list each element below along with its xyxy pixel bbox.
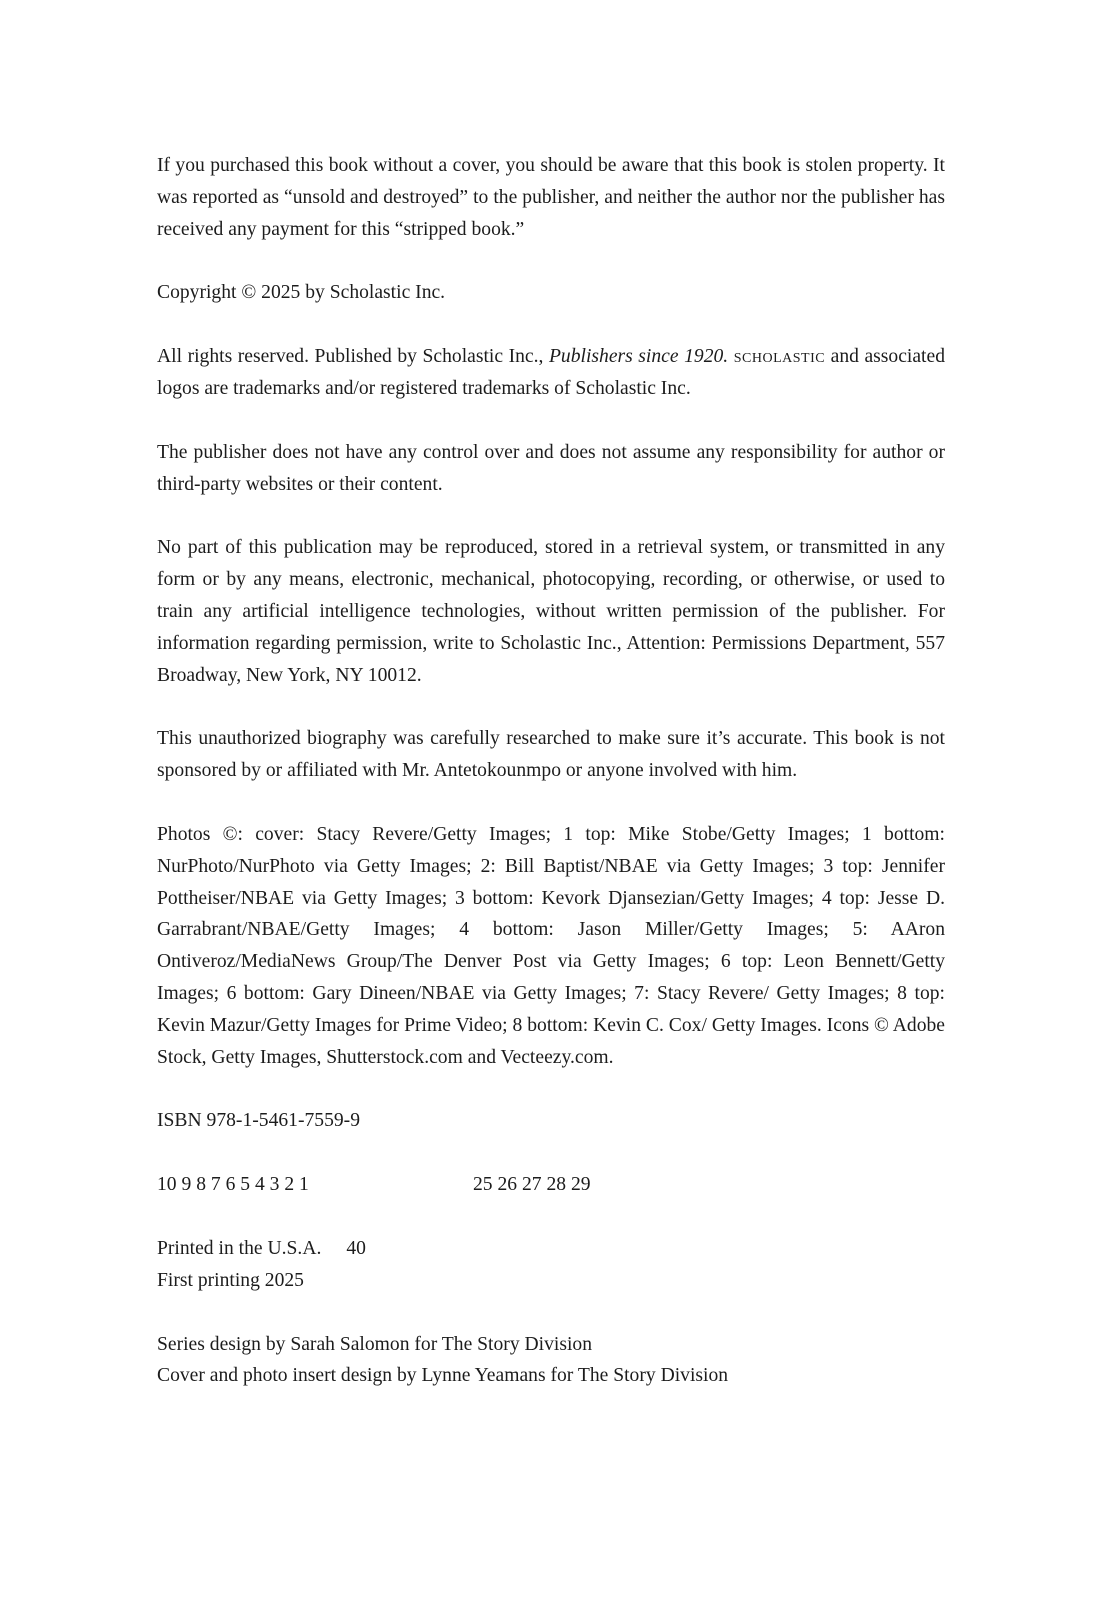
printed-code: 40 xyxy=(346,1237,366,1259)
photo-credits: Photos ©: cover: Stacy Revere/Getty Images; 1 top: Mike Stobe/Getty Images; 1 bottom: NurPhoto/NurPhoto via Getty Images; 2: Bill Baptist/NBAE via Getty Images; 3 top: Jennifer Pottheiser/NBAE via Getty Images; 3 bottom: Kevork Djansezian/Getty Images; 4 top: Jesse D. Garrabrant/NBAE/Getty Images; 4 bottom: Jason Miller/Getty Images; 5: AAron Ontiveroz/MediaNews Group/The Denver Post via Getty Images; 6 top: Leon Bennett/Getty Images; 6 bottom: Gary Dineen/NBAE via Getty Images; 7: Stacy Revere/ Getty Images; 8 top: Kevin Mazur/Getty Images for Prime Video; 8 bottom: Kevin C. Cox/ Getty Images. Icons © Adobe Stock, Getty Images, Shutterstock.com and Vecteezy.com. xyxy=(157,823,945,1068)
rights-text-part2: and associated logos are trademarks and/or registered trademarks of Scholastic Inc. xyxy=(157,346,945,399)
websites-notice: The publisher does not have any control over and does not assume any responsibility for author or third-party websites or their content. xyxy=(157,441,945,495)
isbn-line: ISBN 978-1-5461-7559-9 xyxy=(157,1110,360,1132)
printed-in-text: Printed in the U.S.A. xyxy=(157,1237,322,1259)
printing-line: 10 9 8 7 6 5 4 3 2 1 xyxy=(157,1174,309,1196)
cover-design-credit: Cover and photo insert design by Lynne Yeamans for The Story Division xyxy=(157,1365,729,1387)
year-line: 25 26 27 28 29 xyxy=(473,1174,591,1196)
reproduction-notice: No part of this publication may be reproduced, stored in a retrieval system, or transmitted in any form or by any means, electronic, mechanical, photocopying, recording, or otherwise, or used to train any artificial intelligence technologies, without written permission of the publisher. For information regarding permission, write to Scholastic Inc., Attention: Permissions Department, 557 Broadway, New York, NY 10012. xyxy=(157,537,945,686)
design-credits xyxy=(157,1329,945,1393)
copyright-line: Copyright © 2025 by Scholastic Inc. xyxy=(157,282,446,304)
series-design-credit: Series design by Sarah Salomon for The Story Division xyxy=(157,1333,593,1355)
copyright-page xyxy=(157,150,945,1392)
stripped-book-notice: If you purchased this book without a cover, you should be aware that this book is stolen property. It was reported as “unsold and destroyed” to the publisher, and neither the author nor the publisher has received any payment for this “stripped book.” xyxy=(157,155,945,240)
printing-numbers-row xyxy=(157,1169,945,1201)
printing-info xyxy=(157,1233,945,1297)
printed-in-row xyxy=(157,1233,945,1265)
publishers-since-italic: Publishers since 1920. xyxy=(548,346,729,368)
biography-notice: This unauthorized biography was carefully researched to make sure it’s accurate. This book is not sponsored by or affiliated with Mr. Antetokounmpo or anyone involved with him. xyxy=(157,728,945,782)
scholastic-smallcaps: scholastic xyxy=(733,346,826,368)
first-printing: First printing 2025 xyxy=(157,1269,304,1291)
rights-reserved-notice xyxy=(157,341,945,405)
rights-text-part1: All rights reserved. Published by Scholastic Inc., xyxy=(157,346,549,368)
